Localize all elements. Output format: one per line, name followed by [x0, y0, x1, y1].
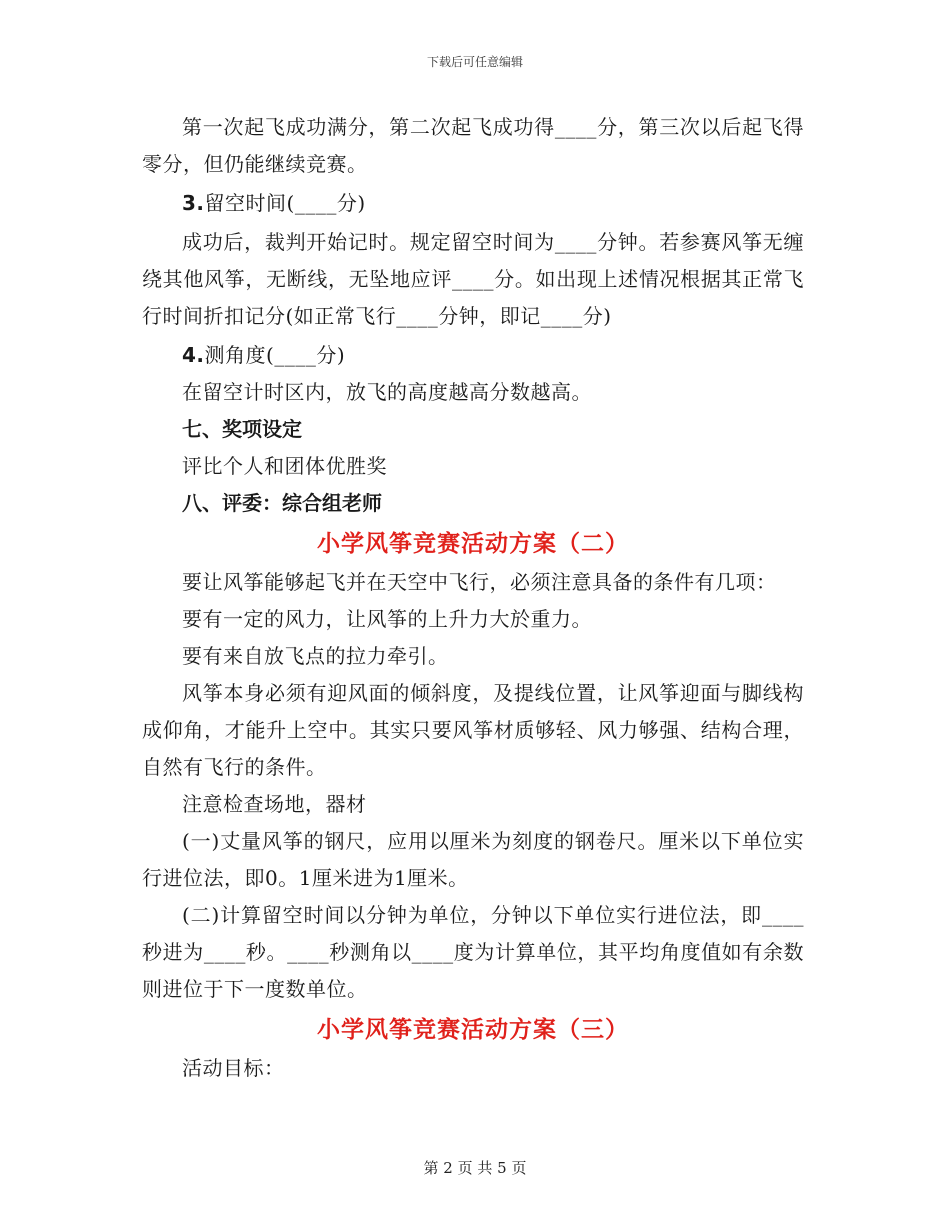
section-4-heading [142, 337, 804, 374]
section-3-number: 3. [182, 191, 205, 215]
paragraph-check-site: 注意检查场地，器材 [182, 792, 367, 816]
paragraph-height-scoring: 在留空计时区内，放飞的高度越高分数越高。 [182, 380, 592, 404]
section-3-label: 留空时间(____分) [204, 191, 366, 215]
paragraph-kite-angle: 风筝本身必须有迎风面的倾斜度，及提线位置，让风筝迎面与脚线构成仰角，才能升上空中。其实只要风筝材质够轻、风力够强、结构合理，自然有飞行的条件。 [142, 681, 804, 779]
title-plan-three: 小学风筝竞赛活动方案（三） [317, 1017, 629, 1043]
paragraph-first-takeoff: 第一次起飞成功满分，第二次起飞成功得____分，第三次以后起飞得零分，但仍能继续竞赛。 [142, 115, 804, 176]
heading-judges: 八、评委：综合组老师 [182, 491, 382, 515]
paragraph-pull-traction: 要有来自放飞点的拉力牵引。 [182, 644, 449, 668]
paragraph-awards: 评比个人和团体优胜奖 [182, 454, 387, 478]
paragraph-airtime-rules: 成功后，裁判开始记时。规定留空时间为____分钟。若参赛风筝无缠绕其他风筝，无断线，无坠地应评____分。如出现上述情况根据其正常飞行时间折扣记分(如正常飞行____分钟，即记____分) [142, 230, 804, 328]
paragraph-flight-conditions: 要让风筝能够起飞并在天空中飞行，必须注意具备的条件有几项： [182, 570, 777, 594]
page-header: 下载后可任意编辑 [426, 55, 523, 69]
section-3-heading [142, 185, 804, 222]
paragraph-wind-force: 要有一定的风力，让风筝的上升力大於重力。 [182, 607, 592, 631]
heading-awards: 七、奖项设定 [182, 417, 302, 441]
paragraph-steel-ruler: (一)丈量风筝的钢尺，应用以厘米为刻度的钢卷尺。厘米以下单位实行进位法，即0。1厘米进为1厘米。 [142, 829, 804, 890]
title-plan-two: 小学风筝竞赛活动方案（二） [317, 531, 629, 557]
paragraph-time-calculation: (二)计算留空时间以分钟为单位，分钟以下单位实行进位法，即____秒进为____秒。____秒测角以____度为计算单位，其平均角度值如有余数则进位于下一度数单位。 [142, 903, 804, 1001]
document-body [142, 109, 804, 1087]
section-4-label: 测角度(____分) [204, 343, 346, 367]
paragraph-activity-goals: 活动目标： [182, 1056, 285, 1080]
page-footer: 第 2 页 共 5 页 [423, 1159, 527, 1177]
section-4-number: 4. [182, 343, 205, 367]
